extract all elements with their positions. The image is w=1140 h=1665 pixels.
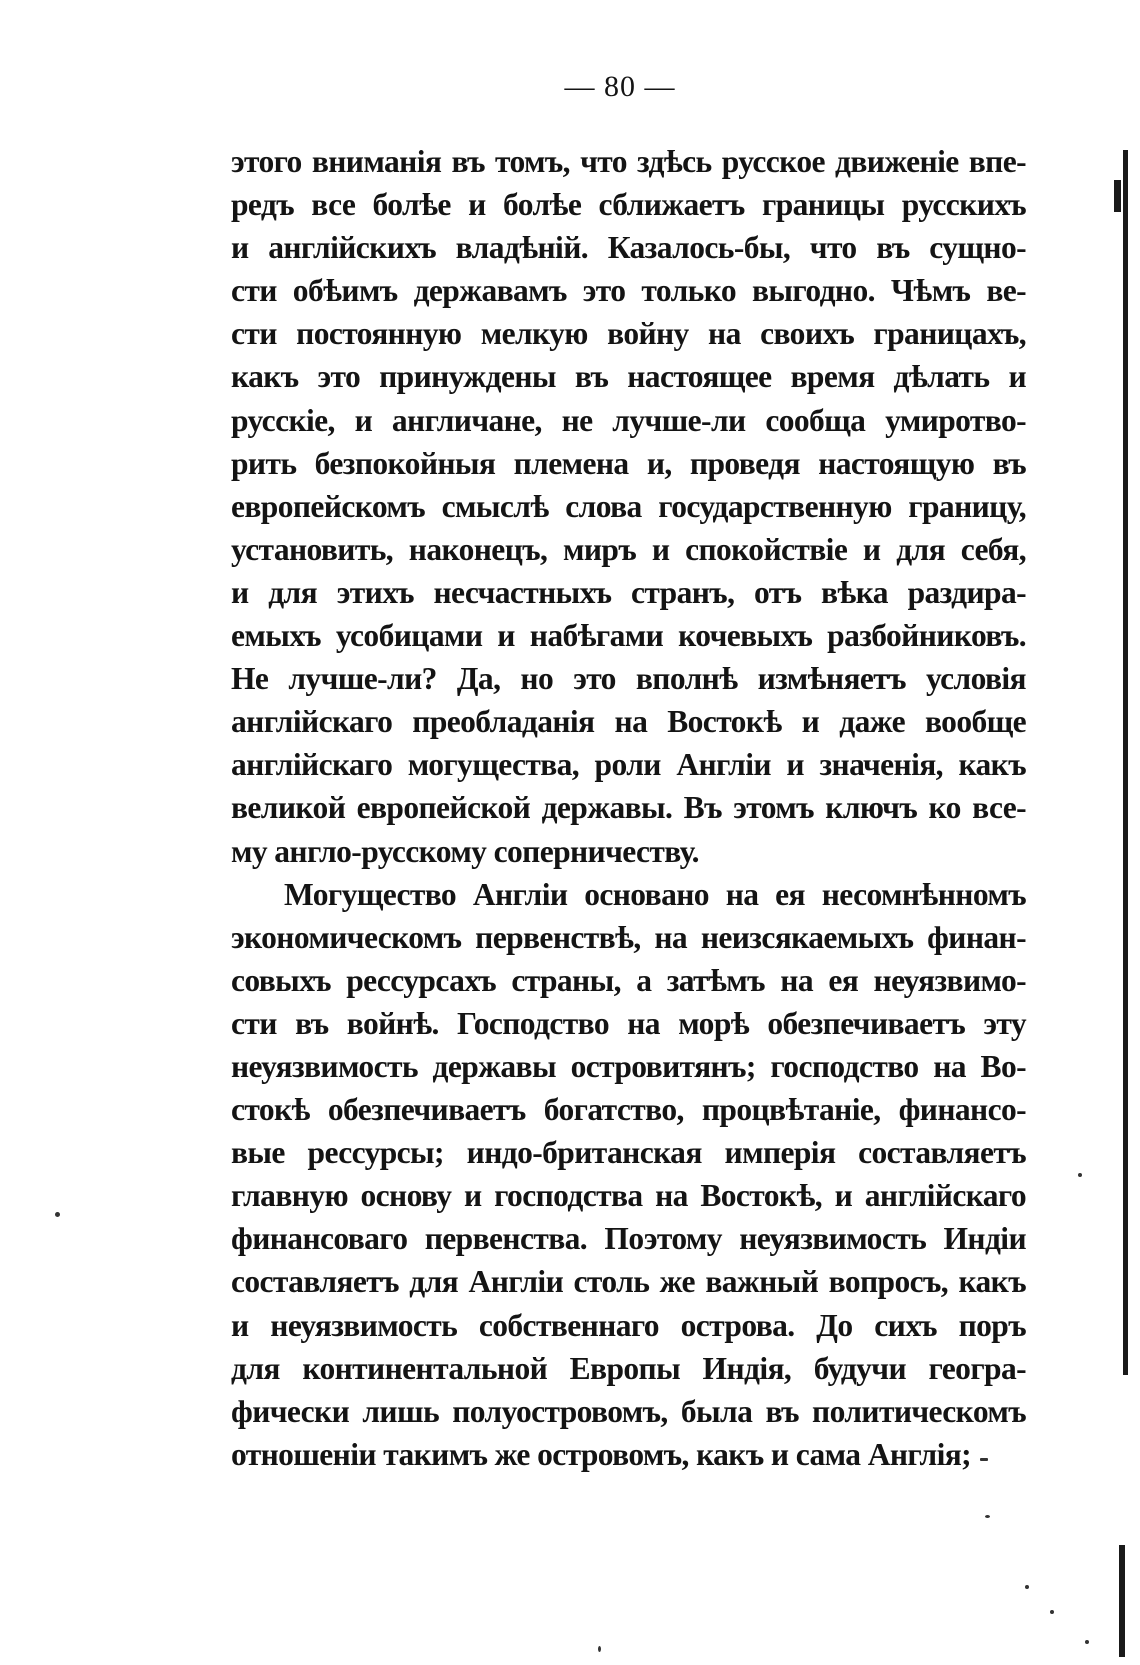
scan-speck <box>55 1212 60 1217</box>
text-line: сти въ войнѣ. Господство на морѣ обезпечиваетъ эту <box>231 1005 1026 1041</box>
text-line: Не лучше-ли? Да, но это вполнѣ измѣняетъ условія <box>231 661 1026 697</box>
text-line: главную основу и господства на Востокѣ, и англійскаго <box>231 1178 1026 1214</box>
page-edge-shadow <box>1119 1545 1125 1657</box>
text-line: установить, наконецъ, миръ и спокойствіе и для себя, <box>231 531 1026 567</box>
text-line: русскіе, и англичане, не лучше-ли сообща умиротво- <box>231 402 1026 438</box>
text-line: отношеніи такимъ же островомъ, какъ и сама Англія; <box>231 1436 972 1472</box>
text-line: фически лишь полуостровомъ, была въ политическомъ <box>231 1393 1026 1429</box>
scan-speck <box>985 1515 990 1518</box>
text-line: неуязвимость державы островитянъ; господство на Во- <box>231 1048 1026 1084</box>
text-line: Могущество Англіи основано на ея несомнѣнномъ <box>284 876 1026 912</box>
paragraph-2 <box>231 873 1026 1476</box>
text-line: какъ это принуждены въ настоящее время дѣлать и <box>231 359 1026 395</box>
text-line: англійскаго преобладанія на Востокѣ и даже вообще <box>231 704 1026 740</box>
scan-speck <box>1085 1640 1089 1644</box>
text-line: совыхъ рессурсахъ страны, а затѣмъ на ея неуязвимо- <box>231 962 1026 998</box>
text-line: англійскаго могущества, роли Англіи и значенія, какъ <box>231 747 1026 783</box>
text-line: европейскомъ смыслѣ слова государственную границу, <box>231 488 1026 524</box>
scan-speck <box>980 1458 988 1461</box>
text-line: редъ все болѣе и болѣе сближаетъ границы русскихъ <box>231 187 1026 223</box>
text-line: для континентальной Европы Индія, будучи геогра- <box>231 1350 1026 1386</box>
body-text <box>231 140 1026 1476</box>
text-line: вые рессурсы; индо-британская имперія составляетъ <box>231 1135 1026 1171</box>
text-line: составляетъ для Англіи столь же важный вопросъ, какъ <box>231 1264 1026 1300</box>
text-line: му англо-русскому соперничеству. <box>231 833 699 869</box>
page-edge-shadow <box>1123 150 1128 1375</box>
text-line: сти обѣимъ державамъ это только выгодно. Чѣмъ ве- <box>231 273 1026 309</box>
text-line: сти постоянную мелкую войну на своихъ границахъ, <box>231 316 1026 352</box>
scan-speck <box>598 1646 601 1652</box>
paragraph-1 <box>231 140 1026 873</box>
scan-speck <box>1025 1585 1029 1589</box>
scan-speck <box>1050 1610 1054 1614</box>
text-line: стокѣ обезпечиваетъ богатство, процвѣтаніе, финансо- <box>231 1092 1026 1128</box>
text-line: этого вниманія въ томъ, что здѣсь русское движеніе впе- <box>231 144 1026 179</box>
text-line: рить безпокойныя племена и, проведя настоящую въ <box>231 445 1026 481</box>
page-edge-mark <box>1114 180 1121 212</box>
text-line: и для этихъ несчастныхъ странъ, отъ вѣка раздира- <box>231 574 1026 610</box>
text-line: экономическомъ первенствѣ, на неизсякаемыхъ финан- <box>231 919 1026 955</box>
text-line: финансоваго первенства. Поэтому неуязвимость Индіи <box>231 1221 1026 1257</box>
text-line: и неуязвимость собственнаго острова. До сихъ поръ <box>231 1307 1026 1343</box>
text-line: великой европейской державы. Въ этомъ ключъ ко все- <box>231 790 1026 826</box>
scan-speck <box>1078 1173 1082 1177</box>
text-line: емыхъ усобицами и набѣгами кочевыхъ разбойниковъ. <box>231 618 1026 654</box>
text-line: и англійскихъ владѣній. Казалось-бы, что въ сущно- <box>231 230 1026 266</box>
page-number: — 80 — <box>564 70 676 103</box>
